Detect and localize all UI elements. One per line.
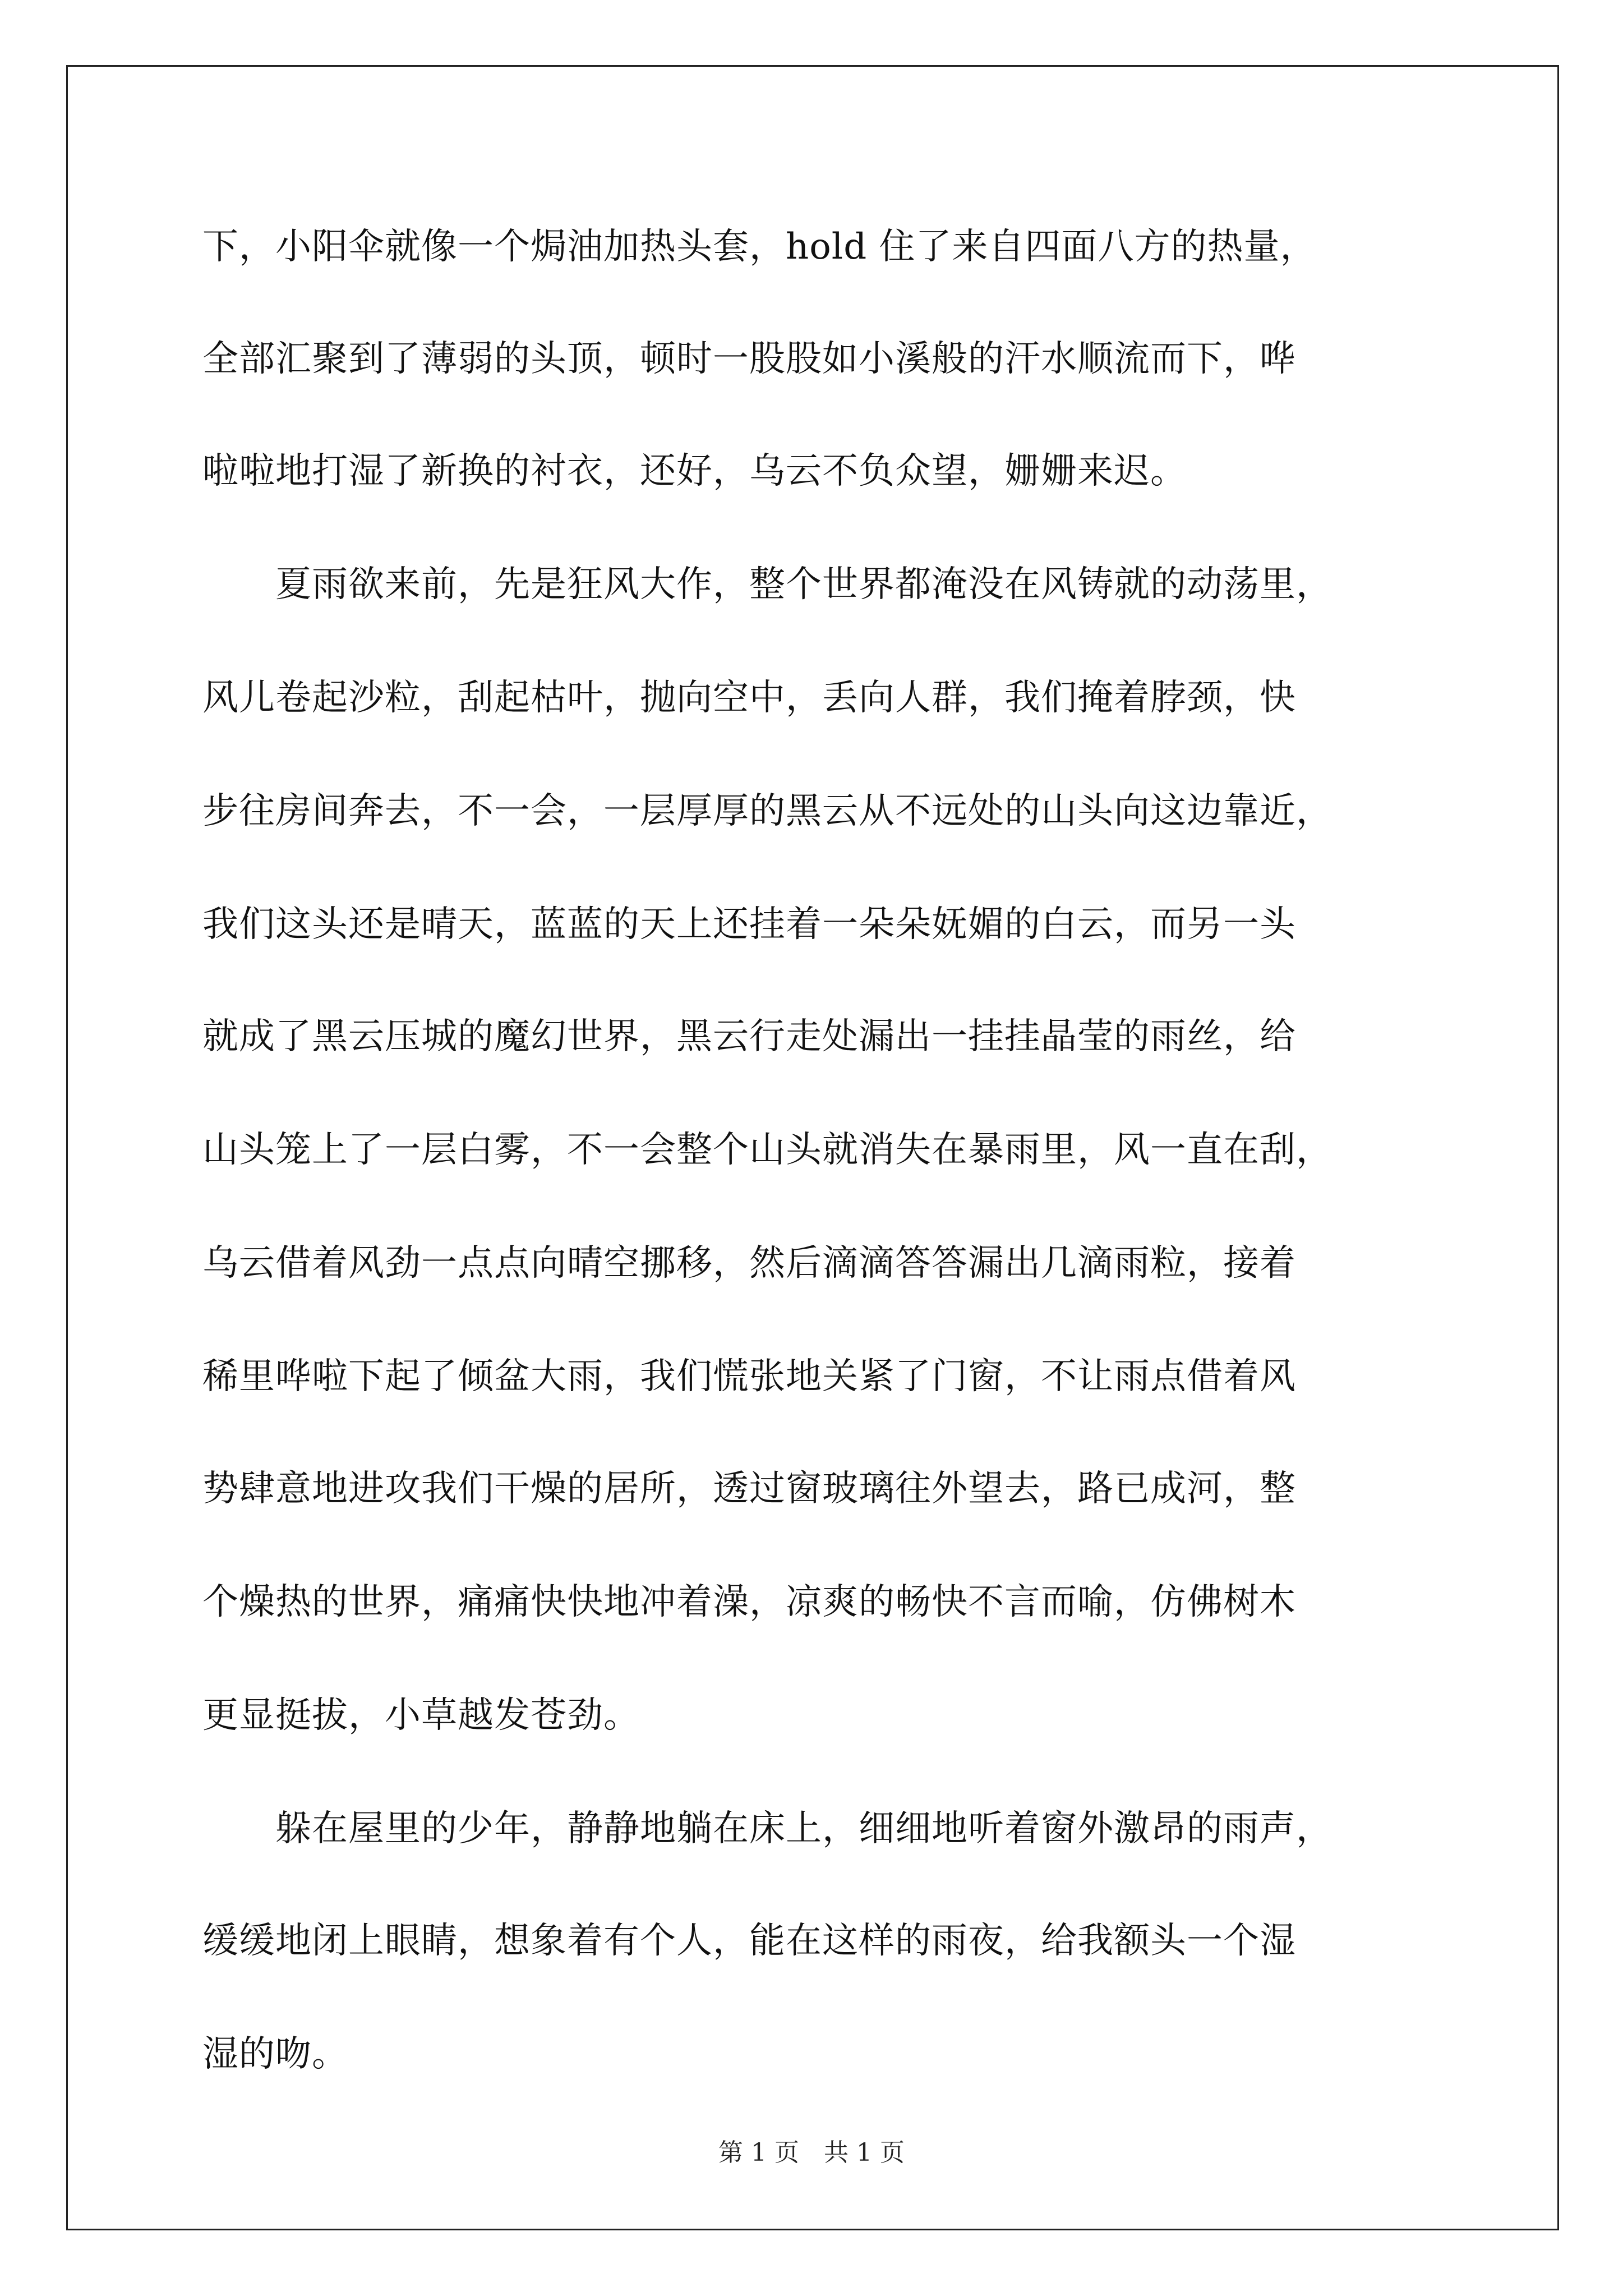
text-line: 步往房间奔去，不一会，一层厚厚的黑云从不远处的山头向这边靠近，: [202, 790, 1332, 832]
paragraph-start-line: 夏雨欲来前，先是狂风大作，整个世界都淹没在风铸就的动荡里，: [202, 564, 1332, 605]
text-line: 就成了黑云压城的魔幻世界，黑云行走处漏出一挂挂晶莹的雨丝，给: [202, 1016, 1296, 1057]
text-line: 啦啦地打湿了新换的衬衣，还好，乌云不负众望，姗姗来迟。: [202, 450, 1187, 492]
text-line: 个燥热的世界，痛痛快快地冲着澡，凉爽的畅快不言而喻，仿佛树木: [202, 1581, 1296, 1623]
text-line: 下，小阳伞就像一个焗油加热头套，hold 住了来自四面八方的热量，: [202, 226, 1317, 268]
text-line: 势肆意地进攻我们干燥的居所，透过窗玻璃往外望去，路已成河，整: [202, 1468, 1296, 1510]
paragraph-start-line: 躲在屋里的少年，静静地躺在床上，细细地听着窗外激昂的雨声，: [202, 1808, 1332, 1849]
text-line: 缓缓地闭上眼睛，想象着有个人，能在这样的雨夜，给我额头一个湿: [202, 1920, 1296, 1962]
text-line: 山头笼上了一层白雾，不一会整个山头就消失在暴雨里，风一直在刮，: [202, 1129, 1332, 1171]
text-line: 稀里哗啦下起了倾盆大雨，我们慌张地关紧了门窗，不让雨点借着风: [202, 1356, 1296, 1397]
text-line: 更显挺拔，小草越发苍劲。: [202, 1695, 640, 1736]
text-line: 乌云借着风劲一点点向晴空挪移，然后滴滴答答漏出几滴雨粒，接着: [202, 1243, 1296, 1284]
text-line: 风儿卷起沙粒，刮起枯叶，抛向空中，丢向人群，我们掩着脖颈，快: [202, 677, 1296, 719]
text-line: 湿的吻。: [202, 2033, 348, 2075]
text-line: 我们这头还是晴天，蓝蓝的天上还挂着一朵朵妩媚的白云，而另一头: [202, 904, 1296, 945]
text-line: 全部汇聚到了薄弱的头顶，顿时一股股如小溪般的汗水顺流而下，哗: [202, 338, 1296, 380]
page-number-footer: 第 1 页 共 1 页: [718, 2138, 905, 2167]
